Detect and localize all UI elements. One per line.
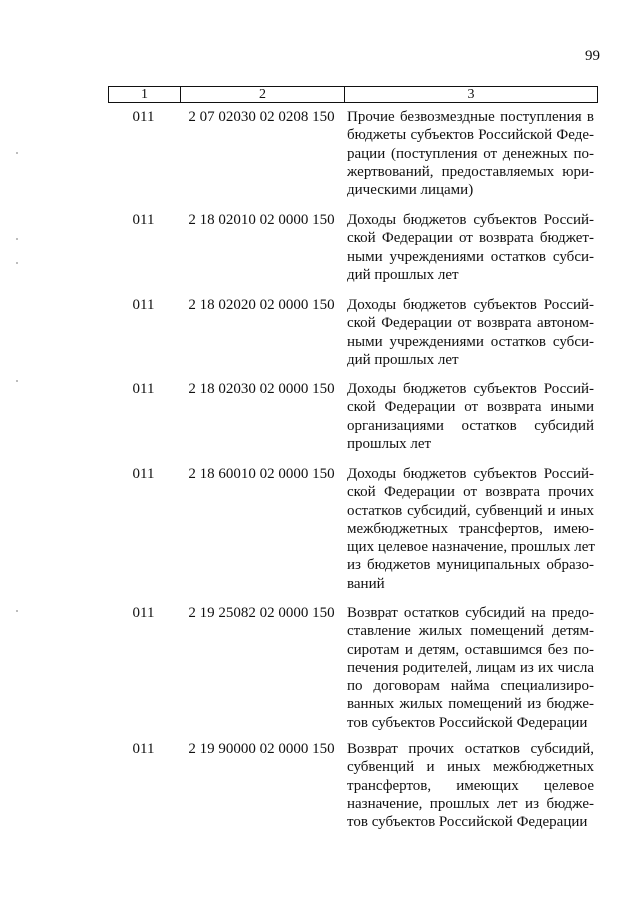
description-line: тов субъектов Российской Федерации xyxy=(347,814,588,831)
header-column-2: 2 xyxy=(181,87,345,102)
revenue-description xyxy=(347,740,594,831)
description-line: трансфертов, имеющих целевое xyxy=(347,777,594,794)
description-line: ными учреждениями остатков субси- xyxy=(347,333,594,350)
description-line: межбюджетных трансфертов, имею- xyxy=(347,520,594,537)
description-line: ской Федерации от возврата автоном- xyxy=(347,315,594,332)
revenue-description xyxy=(347,296,594,369)
description-line: дий прошлых лет xyxy=(347,266,459,283)
description-line: субвенций и иных межбюджетных xyxy=(347,759,594,776)
admin-code: 011 xyxy=(132,381,155,397)
description-line: остатков субсидий, субвенций и иных xyxy=(347,502,594,519)
revenue-description xyxy=(347,465,594,593)
revenue-description xyxy=(347,211,594,284)
description-line: по договорам найма специализиро- xyxy=(347,678,594,695)
admin-code: 011 xyxy=(132,212,155,228)
description-line: щих целевое назначение, прошлых лет xyxy=(347,539,595,556)
admin-code: 011 xyxy=(132,741,155,757)
description-line: сиротам и детям, оставшимся без по- xyxy=(347,641,594,658)
revenue-code: 2 19 25082 02 0000 150 xyxy=(188,605,335,621)
description-line: бюджеты субъектов Российской Феде- xyxy=(347,127,594,144)
header-column-3: 3 xyxy=(467,87,475,102)
margin-mark xyxy=(16,152,18,154)
margin-mark xyxy=(16,610,18,612)
revenue-code: 2 19 90000 02 0000 150 xyxy=(188,741,335,757)
description-line: прошлых лет xyxy=(347,435,432,452)
revenue-code: 2 18 60010 02 0000 150 xyxy=(188,466,335,482)
header-column-1: 1 xyxy=(109,87,181,102)
description-line: Возврат остатков субсидий на предо- xyxy=(347,605,594,621)
description-line: из бюджетов муниципальных образо- xyxy=(347,557,594,574)
description-line: тов субъектов Российской Федерации xyxy=(347,714,588,731)
description-line: печения родителей, лицам из их числа xyxy=(347,659,594,676)
revenue-description xyxy=(347,380,594,453)
description-line: Доходы бюджетов субъектов Россий- xyxy=(347,466,594,482)
description-line: ванных жилых помещений из бюдже- xyxy=(347,696,594,713)
description-line: Доходы бюджетов субъектов Россий- xyxy=(347,297,594,313)
revenue-code: 2 18 02010 02 0000 150 xyxy=(188,212,335,228)
description-line: жертвований, предоставляемых юри- xyxy=(347,163,594,180)
margin-mark xyxy=(16,262,18,264)
description-line: ставление жилых помещений детям- xyxy=(347,623,594,640)
admin-code: 011 xyxy=(132,466,155,482)
margin-mark xyxy=(16,238,18,240)
admin-code: 011 xyxy=(132,297,155,313)
description-line: дий прошлых лет xyxy=(347,351,459,368)
revenue-code: 2 07 02030 02 0208 150 xyxy=(188,109,335,125)
revenue-code: 2 18 02020 02 0000 150 xyxy=(188,297,335,313)
description-line: организациями остатков субсидий xyxy=(347,417,594,434)
description-line: ской Федерации от возврата бюджет- xyxy=(347,230,594,247)
description-line: назначение, прошлых лет из бюдже- xyxy=(347,795,594,812)
admin-code: 011 xyxy=(132,605,155,621)
description-line: ской Федерации от возврата иными xyxy=(347,399,594,416)
description-line: Возврат прочих остатков субсидий, xyxy=(347,741,594,757)
margin-mark xyxy=(16,380,18,382)
revenue-description xyxy=(347,108,594,199)
description-line: Доходы бюджетов субъектов Россий- xyxy=(347,212,594,228)
revenue-code: 2 18 02030 02 0000 150 xyxy=(188,381,335,397)
revenue-description xyxy=(347,604,594,732)
page-number: 99 xyxy=(585,48,600,64)
admin-code: 011 xyxy=(132,109,155,125)
table-header xyxy=(108,86,598,103)
description-line: Прочие безвозмездные поступления в xyxy=(347,109,594,125)
description-line: Доходы бюджетов субъектов Россий- xyxy=(347,381,594,397)
description-line: ской Федерации от возврата прочих xyxy=(347,484,594,501)
description-line: дическими лицами) xyxy=(347,182,474,199)
description-line: рации (поступления от денежных по- xyxy=(347,145,594,162)
description-line: ваний xyxy=(347,575,385,592)
description-line: ными учреждениями остатков субси- xyxy=(347,248,594,265)
